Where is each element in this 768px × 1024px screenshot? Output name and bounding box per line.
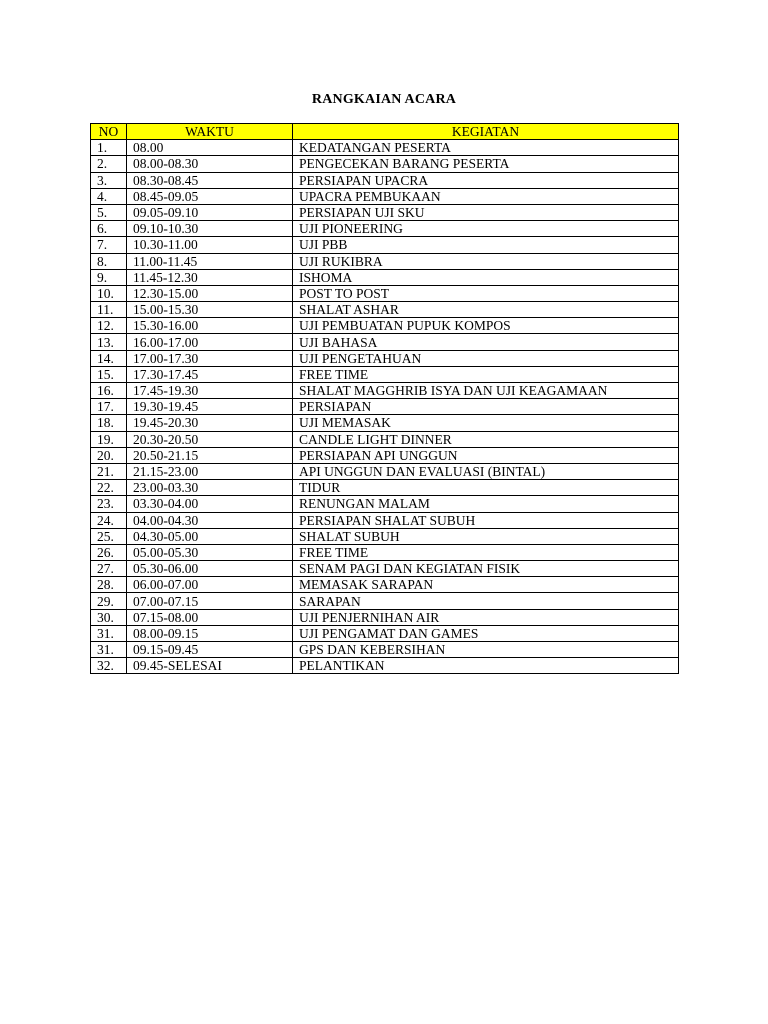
cell-kegiatan: SHALAT SUBUH (293, 528, 679, 544)
cell-no: 7. (91, 237, 127, 253)
cell-kegiatan: PERSIAPAN SHALAT SUBUH (293, 512, 679, 528)
table-row (91, 334, 679, 350)
cell-no: 30. (91, 609, 127, 625)
header-kegiatan: KEGIATAN (293, 124, 679, 140)
cell-waktu: 03.30-04.00 (127, 496, 293, 512)
cell-waktu: 21.15-23.00 (127, 463, 293, 479)
cell-kegiatan: UJI PBB (293, 237, 679, 253)
cell-kegiatan: PERSIAPAN API UNGGUN (293, 447, 679, 463)
cell-no: 6. (91, 221, 127, 237)
table-row (91, 140, 679, 156)
cell-no: 19. (91, 431, 127, 447)
cell-no: 10. (91, 285, 127, 301)
cell-kegiatan: UJI PENJERNIHAN AIR (293, 609, 679, 625)
cell-no: 12. (91, 318, 127, 334)
cell-no: 2. (91, 156, 127, 172)
cell-no: 13. (91, 334, 127, 350)
cell-kegiatan: UJI PEMBUATAN PUPUK KOMPOS (293, 318, 679, 334)
table-row (91, 480, 679, 496)
table-row (91, 318, 679, 334)
cell-kegiatan: UJI PENGAMAT DAN GAMES (293, 625, 679, 641)
table-row (91, 528, 679, 544)
cell-kegiatan: GPS DAN KEBERSIHAN (293, 642, 679, 658)
table-row (91, 431, 679, 447)
table-row (91, 658, 679, 674)
table-row (91, 188, 679, 204)
cell-waktu: 20.50-21.15 (127, 447, 293, 463)
cell-kegiatan: PERSIAPAN UPACRA (293, 172, 679, 188)
cell-waktu: 08.00-08.30 (127, 156, 293, 172)
cell-no: 17. (91, 399, 127, 415)
cell-waktu: 09.15-09.45 (127, 642, 293, 658)
cell-kegiatan: PERSIAPAN UJI SKU (293, 204, 679, 220)
cell-no: 1. (91, 140, 127, 156)
table-row (91, 350, 679, 366)
cell-no: 8. (91, 253, 127, 269)
cell-no: 28. (91, 577, 127, 593)
cell-no: 27. (91, 561, 127, 577)
cell-no: 31. (91, 625, 127, 641)
cell-kegiatan: KEDATANGAN PESERTA (293, 140, 679, 156)
cell-kegiatan: API UNGGUN DAN EVALUASI (BINTAL) (293, 463, 679, 479)
header-waktu: WAKTU (127, 124, 293, 140)
cell-no: 22. (91, 480, 127, 496)
cell-waktu: 17.00-17.30 (127, 350, 293, 366)
cell-kegiatan: RENUNGAN MALAM (293, 496, 679, 512)
cell-waktu: 05.30-06.00 (127, 561, 293, 577)
cell-kegiatan: PENGECEKAN BARANG PESERTA (293, 156, 679, 172)
page-title: RANGKAIAN ACARA (311, 92, 457, 107)
table-row (91, 415, 679, 431)
cell-waktu: 11.00-11.45 (127, 253, 293, 269)
table-row (91, 463, 679, 479)
table-row (91, 237, 679, 253)
table-row (91, 496, 679, 512)
table-row (91, 625, 679, 641)
table-body (91, 140, 679, 674)
table-row (91, 269, 679, 285)
cell-waktu: 20.30-20.50 (127, 431, 293, 447)
cell-no: 3. (91, 172, 127, 188)
cell-no: 9. (91, 269, 127, 285)
table-row (91, 642, 679, 658)
schedule-table (90, 123, 679, 674)
cell-waktu: 07.15-08.00 (127, 609, 293, 625)
cell-waktu: 08.00-09.15 (127, 625, 293, 641)
cell-kegiatan: TIDUR (293, 480, 679, 496)
table-row (91, 172, 679, 188)
cell-no: 18. (91, 415, 127, 431)
cell-kegiatan: UJI MEMASAK (293, 415, 679, 431)
cell-waktu: 08.30-08.45 (127, 172, 293, 188)
cell-waktu: 11.45-12.30 (127, 269, 293, 285)
header-no: NO (91, 124, 127, 140)
cell-kegiatan: SHALAT MAGGHRIB ISYA DAN UJI KEAGAMAAN (293, 383, 679, 399)
table-row (91, 302, 679, 318)
cell-no: 25. (91, 528, 127, 544)
cell-kegiatan: FREE TIME (293, 366, 679, 382)
cell-waktu: 04.30-05.00 (127, 528, 293, 544)
cell-no: 14. (91, 350, 127, 366)
table-row (91, 561, 679, 577)
cell-kegiatan: UJI BAHASA (293, 334, 679, 350)
cell-no: 15. (91, 366, 127, 382)
cell-no: 11. (91, 302, 127, 318)
table-row (91, 204, 679, 220)
table-row (91, 512, 679, 528)
cell-waktu: 23.00-03.30 (127, 480, 293, 496)
table-row (91, 447, 679, 463)
cell-no: 20. (91, 447, 127, 463)
table-row (91, 577, 679, 593)
cell-no: 24. (91, 512, 127, 528)
cell-kegiatan: POST TO POST (293, 285, 679, 301)
table-row (91, 593, 679, 609)
table-row (91, 156, 679, 172)
cell-waktu: 09.45-SELESAI (127, 658, 293, 674)
cell-kegiatan: SHALAT ASHAR (293, 302, 679, 318)
table-row (91, 285, 679, 301)
cell-no: 32. (91, 658, 127, 674)
cell-waktu: 04.00-04.30 (127, 512, 293, 528)
cell-kegiatan: SARAPAN (293, 593, 679, 609)
table-row (91, 383, 679, 399)
cell-waktu: 05.00-05.30 (127, 544, 293, 560)
cell-waktu: 08.00 (127, 140, 293, 156)
cell-waktu: 15.00-15.30 (127, 302, 293, 318)
cell-waktu: 12.30-15.00 (127, 285, 293, 301)
cell-no: 21. (91, 463, 127, 479)
cell-no: 29. (91, 593, 127, 609)
cell-no: 4. (91, 188, 127, 204)
cell-no: 23. (91, 496, 127, 512)
cell-waktu: 08.45-09.05 (127, 188, 293, 204)
table-row (91, 253, 679, 269)
cell-waktu: 19.45-20.30 (127, 415, 293, 431)
cell-kegiatan: ISHOMA (293, 269, 679, 285)
table-row (91, 221, 679, 237)
cell-waktu: 07.00-07.15 (127, 593, 293, 609)
cell-kegiatan: PERSIAPAN (293, 399, 679, 415)
cell-kegiatan: UJI PENGETAHUAN (293, 350, 679, 366)
cell-kegiatan: UJI PIONEERING (293, 221, 679, 237)
cell-kegiatan: CANDLE LIGHT DINNER (293, 431, 679, 447)
cell-waktu: 09.10-10.30 (127, 221, 293, 237)
table-row (91, 366, 679, 382)
cell-waktu: 09.05-09.10 (127, 204, 293, 220)
cell-waktu: 17.45-19.30 (127, 383, 293, 399)
cell-kegiatan: PELANTIKAN (293, 658, 679, 674)
table-row (91, 399, 679, 415)
cell-kegiatan: MEMASAK SARAPAN (293, 577, 679, 593)
cell-waktu: 06.00-07.00 (127, 577, 293, 593)
table-row (91, 544, 679, 560)
cell-waktu: 19.30-19.45 (127, 399, 293, 415)
cell-kegiatan: SENAM PAGI DAN KEGIATAN FISIK (293, 561, 679, 577)
table-header-row (91, 124, 679, 140)
cell-no: 31. (91, 642, 127, 658)
cell-no: 5. (91, 204, 127, 220)
cell-no: 16. (91, 383, 127, 399)
cell-kegiatan: UJI RUKIBRA (293, 253, 679, 269)
cell-waktu: 15.30-16.00 (127, 318, 293, 334)
cell-waktu: 10.30-11.00 (127, 237, 293, 253)
cell-waktu: 17.30-17.45 (127, 366, 293, 382)
cell-no: 26. (91, 544, 127, 560)
cell-kegiatan: UPACRA PEMBUKAAN (293, 188, 679, 204)
table-row (91, 609, 679, 625)
cell-kegiatan: FREE TIME (293, 544, 679, 560)
cell-waktu: 16.00-17.00 (127, 334, 293, 350)
